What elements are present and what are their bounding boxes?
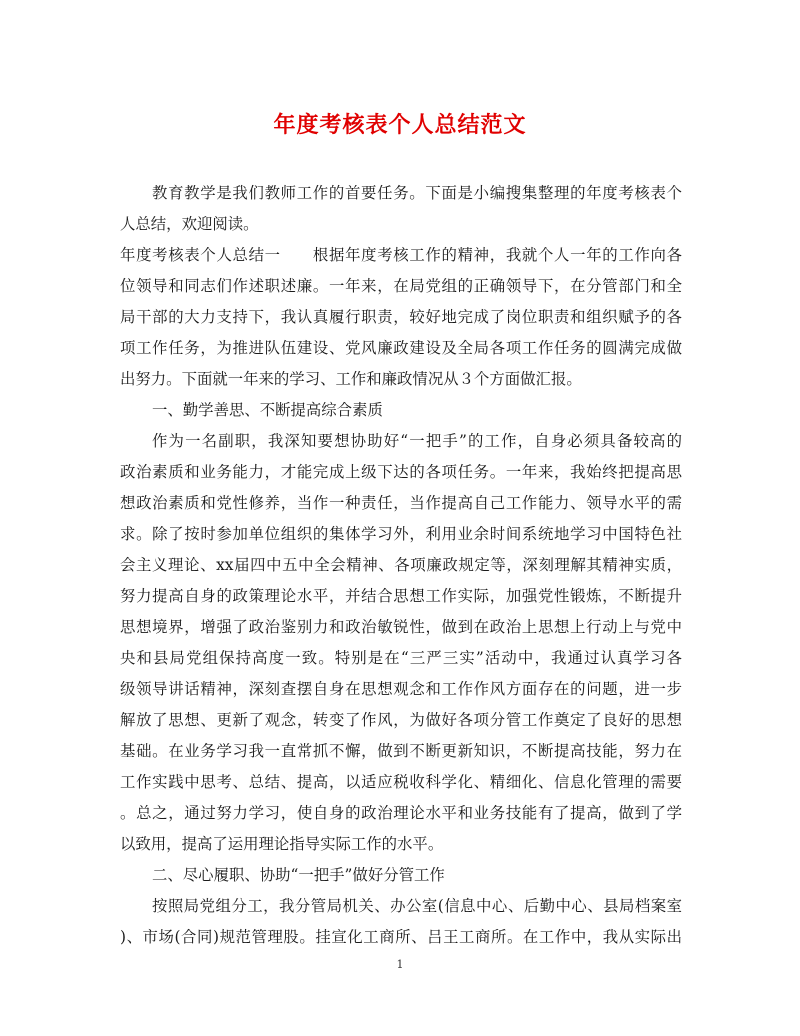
text-line: 教育教学是我们教师工作的首要任务。下面是小编搜集整理的年度考核表个 [152,184,682,202]
text-line: 思想境界，增强了政治鉴别力和政治敏锐性，做到在政治上思想上行动上与党中 [120,618,682,636]
text-line: )、市场(合同)规范管理股。挂宣化工商所、吕王工商所。在工作中，我从实际出 [120,928,682,946]
text-line: 人总结，欢迎阅读。 [120,215,259,233]
text-line: 求。除了按时参加单位组织的集体学习外，利用业余时间系统地学习中国特色社 [120,525,682,543]
text-line: 会主义理论、xx届四中五中全会精神、各项廉政规定等，深刻理解其精神实质， [120,556,682,574]
text-line: 年度考核表个人总结一 根据年度考核工作的精神，我就个人一年的工作向各 [120,246,682,264]
text-line: 想政治素质和党性修养，当作一种责任，当作提高自己工作能力、领导水平的需 [120,494,682,512]
text-line: 局干部的大力支持下，我认真履行职责，较好地完成了岗位职责和组织赋予的各 [120,308,682,326]
text-line: 基础。在业务学习我一直常抓不懈，做到不断更新知识，不断提高技能，努力在 [120,742,682,760]
text-line: 解放了思想、更新了观念，转变了作风，为做好各项分管工作奠定了良好的思想 [120,711,682,729]
text-line: 作为一名副职，我深知要想协助好“一把手”的工作，自身必须具备较高的 [152,432,682,450]
text-line: 二、尽心履职、协助“一把手”做好分管工作 [152,866,445,884]
text-line: 政治素质和业务能力，才能完成上级下达的各项任务。一年来，我始终把提高思 [120,463,682,481]
text-line: 一、勤学善思、不断提高综合素质 [152,401,383,419]
text-line: 项工作任务，为推进队伍建设、党风廉政建设及全局各项工作任务的圆满完成做 [120,339,682,357]
text-line: 。总之，通过努力学习，使自身的政治理论水平和业务技能有了提高，做到了学 [120,804,682,822]
text-line: 以致用，提高了运用理论指导实际工作的水平。 [120,835,444,853]
text-line: 工作实践中思考、总结、提高，以适应税收科学化、精细化、信息化管理的需要 [120,773,682,791]
page-number: 1 [396,958,404,971]
text-line: 按照局党组分工，我分管局机关、办公室(信息中心、后勤中心、县局档案室 [152,897,682,915]
document-body [120,178,682,953]
text-line: 位领导和同志们作述职述廉。一年来，在局党组的正确领导下，在分管部门和全 [120,277,682,295]
text-line: 出努力。下面就一年来的学习、工作和廉政情况从３个方面做汇报。 [120,370,582,388]
document-title: 年度考核表个人总结范文 [273,112,527,138]
text-line: 央和县局党组保持高度一致。特别是在“三严三实”活动中，我通过认真学习各 [120,649,682,667]
text-line: 级领导讲话精神，深刻查摆自身在思想观念和工作作风方面存在的问题，进一步 [120,680,682,698]
text-line: 努力提高自身的政策理论水平，并结合思想工作实际，加强党性锻炼，不断提升 [120,587,682,605]
